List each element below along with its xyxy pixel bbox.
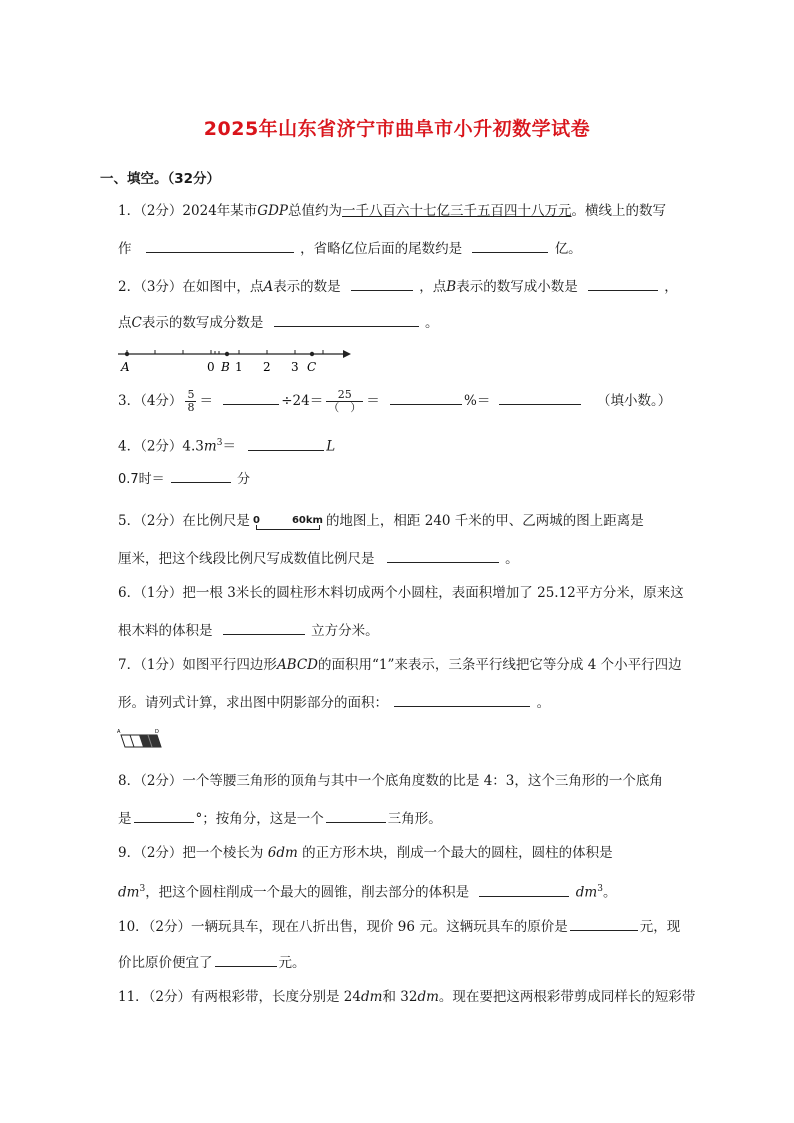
q8-text: 是 bbox=[118, 811, 132, 827]
q1-text: 亿。 bbox=[554, 241, 582, 257]
question-1-line-1 bbox=[118, 202, 666, 220]
question-4-line-1 bbox=[118, 434, 335, 456]
q2-point-c: C bbox=[131, 315, 142, 331]
answer-blank[interactable] bbox=[394, 692, 530, 707]
label-b: B bbox=[221, 360, 230, 374]
answer-blank[interactable] bbox=[223, 620, 305, 635]
scale-bar-line bbox=[256, 525, 320, 530]
q11-text: 和 32 bbox=[382, 989, 418, 1005]
section-heading-fill-in: 一、填空。（32分） bbox=[100, 171, 221, 187]
q1-underlined-number: 一千八百六十七亿三千五百四十八万元 bbox=[342, 203, 572, 219]
q6-text: 立方分米。 bbox=[311, 623, 379, 639]
q11-unit: dm bbox=[361, 989, 383, 1005]
q4-text: ＝ bbox=[222, 438, 236, 455]
label-c: C bbox=[307, 360, 317, 374]
q3-text: ＝ bbox=[366, 393, 380, 409]
label-3: 3 bbox=[291, 360, 299, 374]
answer-blank[interactable] bbox=[248, 436, 324, 451]
answer-blank[interactable] bbox=[274, 312, 419, 327]
q3-text: 3．（4分） bbox=[118, 393, 183, 409]
fraction-denominator: 8 bbox=[187, 401, 195, 414]
parallelogram-figure bbox=[117, 727, 165, 749]
answer-blank[interactable] bbox=[570, 916, 638, 931]
q8-text: °；按角分，这是一个 bbox=[195, 811, 324, 827]
fraction-numerator: 5 bbox=[187, 388, 195, 401]
question-5-line-1 bbox=[118, 510, 644, 532]
q9-edge-length: 6dm bbox=[267, 845, 298, 861]
q4-text: 0.7时＝ bbox=[118, 472, 165, 487]
q2-text: 。 bbox=[424, 315, 439, 331]
q1-text: 。横线上的数写 bbox=[571, 203, 666, 219]
question-4-line-2 bbox=[118, 468, 250, 489]
question-7-line-2 bbox=[118, 692, 550, 712]
q2-text: ， bbox=[664, 279, 678, 295]
q4-text: 4．（2分）4.3 bbox=[118, 438, 204, 455]
q10-text: 元，现 bbox=[639, 919, 681, 935]
q1-text: 总值约为 bbox=[288, 203, 342, 219]
number-line-figure bbox=[115, 344, 355, 376]
q4-unit-m: m bbox=[203, 438, 217, 455]
q2-text: 表示的数写成分数是 bbox=[141, 315, 264, 331]
question-9-line-1 bbox=[118, 844, 613, 862]
q7-text: 形。请列式计算，求出图中阴影部分的面积： bbox=[118, 695, 388, 711]
q10-text: 10．（2分）一辆玩具车，现在八折出售，现价 96 元。这辆玩具车的原价是 bbox=[118, 919, 568, 935]
answer-blank[interactable] bbox=[223, 390, 279, 405]
question-10-line-1 bbox=[118, 916, 680, 936]
q7-text: 的面积用“1”来表示，三条平行线把它等分成 4 个小平行四边 bbox=[318, 657, 682, 673]
q1-gdp: GDP bbox=[257, 203, 288, 219]
fraction-5-8 bbox=[185, 389, 196, 414]
q1-text: 1．（2分）2024年某市 bbox=[118, 203, 258, 219]
q7-text: 。 bbox=[536, 695, 551, 711]
fraction-numerator: 25 bbox=[326, 389, 363, 402]
question-10-line-2 bbox=[118, 952, 306, 972]
q7-abcd: ABCD bbox=[276, 657, 319, 673]
answer-blank[interactable] bbox=[390, 390, 462, 405]
question-8-line-2 bbox=[118, 808, 442, 828]
q2-text: 2．（3分）在如图中，点 bbox=[118, 279, 264, 295]
q5-text: 。 bbox=[505, 551, 519, 567]
question-6-line-2 bbox=[118, 620, 379, 640]
label-2: 2 bbox=[263, 360, 271, 374]
q9-text: 9．（2分）把一个棱长为 bbox=[118, 845, 264, 861]
question-2-line-1 bbox=[118, 276, 678, 296]
question-3 bbox=[118, 386, 671, 416]
answer-blank[interactable] bbox=[472, 238, 548, 253]
answer-blank[interactable] bbox=[215, 952, 277, 967]
q9-text: 的正方形木块，削成一个最大的圆柱，圆柱的体积是 bbox=[302, 845, 613, 861]
label-a: A bbox=[121, 360, 130, 374]
q9-superscript: 3 bbox=[597, 884, 603, 894]
answer-blank[interactable] bbox=[146, 238, 294, 253]
q9-unit: dm bbox=[575, 884, 598, 901]
answer-blank[interactable] bbox=[479, 882, 569, 897]
question-6-line-1: 6．（1分）把一根 3米长的圆柱形木料切成两个小圆柱，表面积增加了 25.12平方分米，原来这 bbox=[118, 585, 684, 601]
answer-blank[interactable] bbox=[499, 390, 581, 405]
answer-blank[interactable] bbox=[326, 808, 386, 823]
q3-text: ＝ bbox=[199, 393, 213, 409]
answer-blank[interactable] bbox=[351, 276, 413, 291]
label-1: 1 bbox=[235, 360, 243, 374]
q11-text: 11．（2分）有两根彩带，长度分别是 24 bbox=[118, 989, 361, 1005]
q4-superscript: 3 bbox=[216, 438, 223, 448]
q9-superscript: 3 bbox=[139, 884, 146, 894]
fraction-25-blank bbox=[326, 389, 363, 414]
q2-text: 点 bbox=[118, 315, 132, 331]
fraction-denominator: （ ） bbox=[328, 401, 362, 414]
q5-text: 5．（2分）在比例尺是 bbox=[118, 513, 250, 529]
q10-text: 价比原价便宜了 bbox=[118, 955, 213, 971]
exam-title: 2025年山东省济宁市曲阜市小升初数学试卷 bbox=[203, 118, 591, 140]
question-9-line-2 bbox=[118, 880, 616, 902]
q2-text: ，点 bbox=[419, 279, 447, 295]
scale-bar-figure bbox=[253, 513, 323, 531]
answer-blank[interactable] bbox=[588, 276, 658, 291]
q5-text: 的地图上，相距 240 千米的甲、乙两城的图上距离是 bbox=[325, 513, 644, 529]
fig-label-a: A bbox=[117, 729, 121, 735]
q3-text: %＝ bbox=[464, 393, 491, 409]
question-7-line-1 bbox=[118, 656, 682, 674]
question-5-line-2 bbox=[118, 548, 519, 568]
answer-blank[interactable] bbox=[134, 808, 194, 823]
question-2-line-2 bbox=[118, 312, 438, 332]
question-11-line-1 bbox=[118, 988, 695, 1006]
scale-label-0: 0 bbox=[252, 514, 260, 526]
label-0: 0 bbox=[207, 360, 215, 374]
parallel-line bbox=[130, 735, 134, 747]
number-line-arrow bbox=[343, 350, 351, 358]
q2-text: 表示的数是 bbox=[273, 279, 341, 295]
q4-text: 分 bbox=[236, 472, 250, 487]
point-c-dot bbox=[310, 352, 314, 356]
q10-text: 元。 bbox=[278, 955, 306, 971]
q9-text: ，把这个圆柱削成一个最大的圆锥，削去部分的体积是 bbox=[145, 884, 470, 901]
scale-label-60km: 60km bbox=[291, 514, 323, 526]
q11-text: 。现在要把这两根彩带剪成同样长的短彩带 bbox=[438, 989, 696, 1005]
question-1-line-2 bbox=[118, 238, 582, 258]
point-b-dot bbox=[225, 352, 229, 356]
q3-text: ÷24＝ bbox=[281, 393, 324, 409]
q9-text: 。 bbox=[602, 884, 617, 901]
q7-text: 7．（1分）如图平行四边形 bbox=[118, 657, 277, 673]
q11-unit: dm bbox=[417, 989, 439, 1005]
q9-unit: dm bbox=[118, 884, 140, 901]
q2-point-a: A bbox=[263, 279, 274, 295]
point-a-dot bbox=[125, 352, 129, 356]
q6-text: 根木料的体积是 bbox=[118, 623, 213, 639]
question-8-line-1: 8．（2分）一个等腰三角形的顶角与其中一个底角度数的比是 4：3，这个三角形的一个底角 bbox=[118, 773, 663, 789]
q3-text: （填小数。） bbox=[596, 393, 672, 409]
q8-text: 三角形。 bbox=[387, 811, 442, 827]
q1-text: ，省略亿位后面的尾数约是 bbox=[300, 241, 463, 257]
q5-text: 厘米，把这个线段比例尺写成数值比例尺是 bbox=[118, 551, 375, 567]
q4-unit-l: L bbox=[326, 438, 336, 455]
q2-text: 表示的数写成小数是 bbox=[456, 279, 578, 295]
q2-point-b: B bbox=[446, 279, 457, 295]
answer-blank[interactable] bbox=[387, 548, 499, 563]
q1-text: 作 bbox=[118, 241, 132, 257]
answer-blank[interactable] bbox=[171, 468, 231, 483]
fig-label-d: D bbox=[155, 729, 159, 735]
